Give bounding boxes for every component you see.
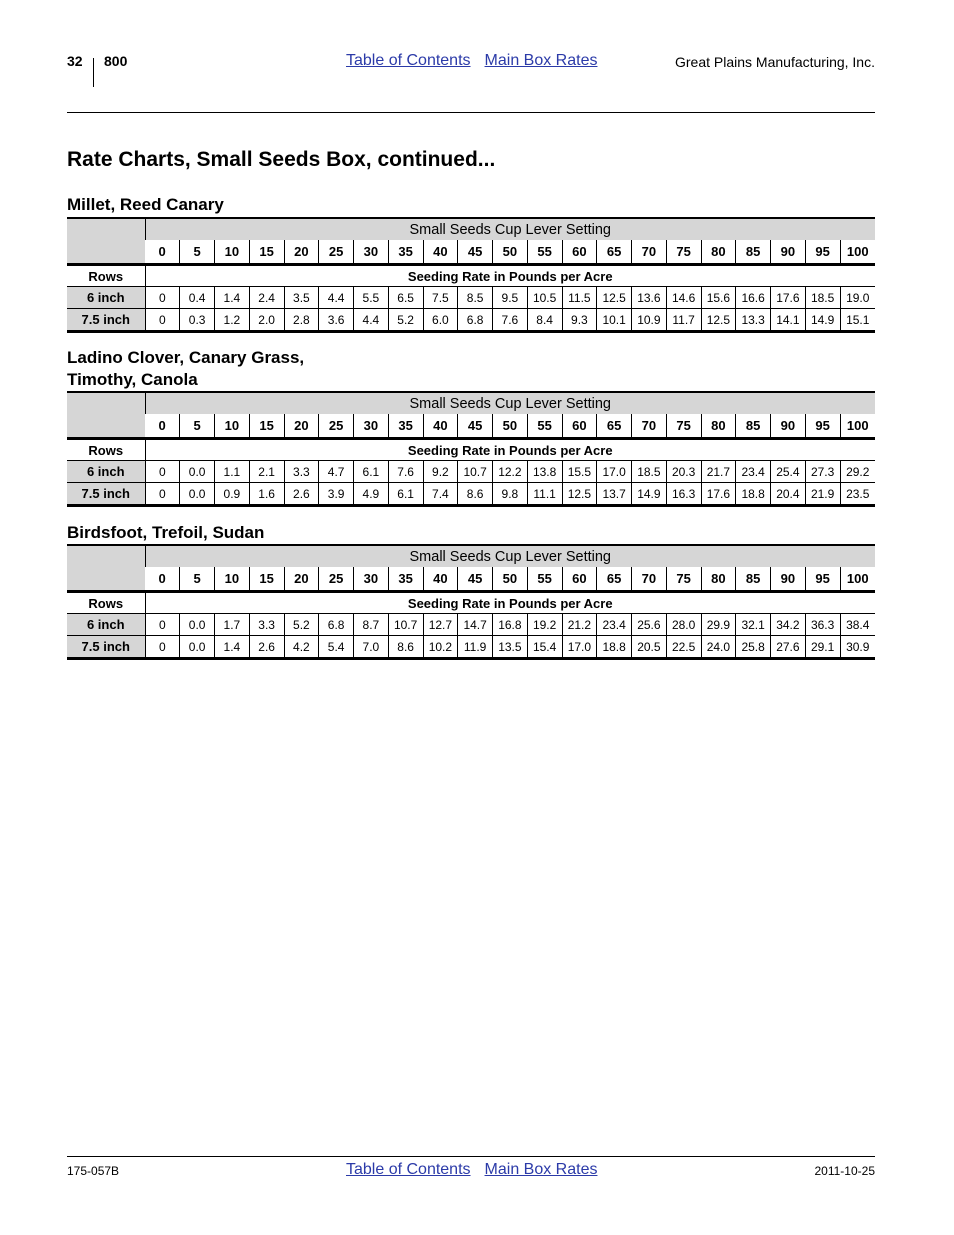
lever-setting-cell: 25: [319, 240, 354, 265]
footer-nav: [346, 1161, 597, 1179]
lever-setting-cell: 65: [597, 414, 632, 439]
lever-setting-cell: 80: [701, 240, 736, 265]
rate-value-cell: 10.2: [423, 636, 458, 659]
lever-setting-cell: 55: [527, 240, 562, 265]
rate-value-cell: 29.9: [701, 614, 736, 636]
page-header: [67, 50, 875, 90]
rate-value-cell: 5.5: [354, 287, 389, 309]
rate-value-cell: 11.5: [562, 287, 597, 309]
rate-value-cell: 8.6: [388, 636, 423, 659]
lever-setting-cell: 15: [249, 414, 284, 439]
row-spacing-label: 6 inch: [67, 287, 145, 309]
rate-value-cell: 10.9: [632, 309, 667, 332]
footer-toc-link[interactable]: Table of Contents: [346, 1161, 471, 1178]
rate-value-cell: 32.1: [736, 614, 771, 636]
lever-setting-cell: 95: [805, 414, 840, 439]
lever-setting-cell: 45: [458, 240, 493, 265]
lever-setting-cell: 10: [215, 567, 250, 592]
rate-value-cell: 2.8: [284, 309, 319, 332]
rate-value-cell: 1.2: [215, 309, 250, 332]
rate-value-cell: 2.1: [249, 461, 284, 483]
rate-value-cell: 18.5: [632, 461, 667, 483]
rate-value-cell: 4.9: [354, 483, 389, 506]
lever-setting-cell: 85: [736, 414, 771, 439]
lever-setting-cell: 55: [527, 567, 562, 592]
rate-value-cell: 10.7: [458, 461, 493, 483]
rate-value-cell: 15.1: [840, 309, 875, 332]
lever-setting-cell: 30: [354, 240, 389, 265]
lever-setting-cell: 40: [423, 414, 458, 439]
header-divider: [93, 58, 94, 87]
lever-setting-cell: 30: [354, 414, 389, 439]
table-corner-cell: [67, 392, 145, 439]
rate-value-cell: 9.8: [493, 483, 528, 506]
rate-value-cell: 4.4: [354, 309, 389, 332]
rate-value-cell: 8.5: [458, 287, 493, 309]
rate-value-cell: 36.3: [805, 614, 840, 636]
rate-value-cell: 12.5: [701, 309, 736, 332]
rate-value-cell: 21.7: [701, 461, 736, 483]
section-title-birdsfoot: [67, 522, 264, 544]
rate-value-cell: 11.9: [458, 636, 493, 659]
rate-value-cell: 7.6: [493, 309, 528, 332]
lever-setting-cell: 15: [249, 240, 284, 265]
rate-value-cell: 3.3: [249, 614, 284, 636]
lever-setting-cell: 35: [388, 414, 423, 439]
lever-setting-cell: 80: [701, 414, 736, 439]
rate-value-cell: 4.7: [319, 461, 354, 483]
table-row: [67, 461, 875, 483]
lever-setting-title: Small Seeds Cup Lever Setting: [145, 545, 875, 567]
rows-label: Rows: [67, 592, 145, 614]
lever-setting-cell: 0: [145, 414, 180, 439]
lever-setting-cell: 100: [840, 567, 875, 592]
section-title-line: Ladino Clover, Canary Grass,: [67, 348, 305, 367]
rate-value-cell: 7.4: [423, 483, 458, 506]
rate-value-cell: 16.8: [493, 614, 528, 636]
lever-setting-row: [67, 567, 875, 592]
lever-setting-cell: 60: [562, 414, 597, 439]
lever-setting-cell: 50: [493, 567, 528, 592]
rate-value-cell: 18.5: [805, 287, 840, 309]
lever-setting-cell: 45: [458, 567, 493, 592]
rate-value-cell: 7.0: [354, 636, 389, 659]
lever-setting-title: Small Seeds Cup Lever Setting: [145, 218, 875, 240]
lever-setting-cell: 70: [632, 414, 667, 439]
table-row: [67, 483, 875, 506]
lever-setting-cell: 50: [493, 240, 528, 265]
rate-value-cell: 2.6: [284, 483, 319, 506]
seeding-rate-label: Seeding Rate in Pounds per Acre: [145, 592, 875, 614]
table-row: [67, 614, 875, 636]
rate-value-cell: 14.9: [632, 483, 667, 506]
rate-value-cell: 0.9: [215, 483, 250, 506]
rate-value-cell: 16.3: [666, 483, 701, 506]
rate-value-cell: 11.1: [527, 483, 562, 506]
lever-setting-cell: 85: [736, 567, 771, 592]
lever-setting-cell: 70: [632, 240, 667, 265]
rate-value-cell: 27.6: [771, 636, 806, 659]
rate-value-cell: 21.9: [805, 483, 840, 506]
lever-setting-cell: 90: [771, 240, 806, 265]
rate-value-cell: 0.0: [180, 483, 215, 506]
rate-value-cell: 11.7: [666, 309, 701, 332]
lever-setting-cell: 5: [180, 240, 215, 265]
table-header-row: [67, 545, 875, 567]
rate-value-cell: 5.2: [388, 309, 423, 332]
header-toc-link[interactable]: Table of Contents: [346, 52, 471, 69]
lever-setting-cell: 0: [145, 567, 180, 592]
lever-setting-cell: 5: [180, 567, 215, 592]
rate-value-cell: 6.1: [354, 461, 389, 483]
rate-value-cell: 17.6: [701, 483, 736, 506]
footer-rule: [67, 1156, 875, 1157]
lever-setting-cell: 25: [319, 567, 354, 592]
rate-value-cell: 14.6: [666, 287, 701, 309]
lever-setting-cell: 75: [666, 414, 701, 439]
lever-setting-cell: 70: [632, 567, 667, 592]
lever-setting-cell: 20: [284, 414, 319, 439]
rate-value-cell: 7.6: [388, 461, 423, 483]
rate-value-cell: 22.5: [666, 636, 701, 659]
rate-value-cell: 18.8: [597, 636, 632, 659]
company-name: Great Plains Manufacturing, Inc.: [675, 54, 875, 70]
lever-setting-cell: 45: [458, 414, 493, 439]
lever-setting-cell: 75: [666, 240, 701, 265]
lever-setting-cell: 40: [423, 567, 458, 592]
rate-table-millet: [67, 217, 875, 333]
rate-value-cell: 30.9: [840, 636, 875, 659]
lever-setting-cell: 0: [145, 240, 180, 265]
rate-value-cell: 2.0: [249, 309, 284, 332]
rate-table-birdsfoot: [67, 544, 875, 660]
rate-value-cell: 0.4: [180, 287, 215, 309]
document-code: 175-057B: [67, 1164, 120, 1178]
rate-value-cell: 0: [145, 287, 180, 309]
lever-setting-cell: 90: [771, 567, 806, 592]
rate-value-cell: 0: [145, 636, 180, 659]
lever-setting-cell: 100: [840, 414, 875, 439]
rate-value-cell: 13.3: [736, 309, 771, 332]
header-rule: [67, 112, 875, 113]
rate-value-cell: 5.4: [319, 636, 354, 659]
rate-value-cell: 0.3: [180, 309, 215, 332]
lever-setting-row: [67, 414, 875, 439]
rate-value-cell: 25.4: [771, 461, 806, 483]
row-spacing-label: 6 inch: [67, 461, 145, 483]
lever-setting-cell: 85: [736, 240, 771, 265]
rate-value-cell: 12.5: [597, 287, 632, 309]
section-title-line: Millet, Reed Canary: [67, 195, 224, 214]
footer-main-box-rates-link[interactable]: Main Box Rates: [484, 1161, 598, 1178]
rate-value-cell: 17.0: [562, 636, 597, 659]
rate-value-cell: 2.6: [249, 636, 284, 659]
rate-value-cell: 9.2: [423, 461, 458, 483]
rate-value-cell: 9.5: [493, 287, 528, 309]
lever-setting-cell: 50: [493, 414, 528, 439]
lever-setting-cell: 20: [284, 567, 319, 592]
rate-value-cell: 21.2: [562, 614, 597, 636]
rate-value-cell: 25.8: [736, 636, 771, 659]
lever-setting-cell: 65: [597, 240, 632, 265]
rate-value-cell: 23.5: [840, 483, 875, 506]
rate-value-cell: 6.8: [319, 614, 354, 636]
rate-value-cell: 27.3: [805, 461, 840, 483]
rate-value-cell: 1.4: [215, 636, 250, 659]
rate-value-cell: 15.5: [562, 461, 597, 483]
rate-value-cell: 1.1: [215, 461, 250, 483]
lever-setting-cell: 100: [840, 240, 875, 265]
lever-setting-cell: 30: [354, 567, 389, 592]
rate-value-cell: 12.7: [423, 614, 458, 636]
rate-value-cell: 6.0: [423, 309, 458, 332]
rate-value-cell: 6.8: [458, 309, 493, 332]
lever-setting-row: [67, 240, 875, 265]
rate-value-cell: 13.6: [632, 287, 667, 309]
rate-value-cell: 10.1: [597, 309, 632, 332]
rate-value-cell: 12.2: [493, 461, 528, 483]
rows-label: Rows: [67, 265, 145, 287]
rate-value-cell: 20.4: [771, 483, 806, 506]
lever-setting-cell: 75: [666, 567, 701, 592]
rate-value-cell: 19.2: [527, 614, 562, 636]
rate-value-cell: 13.7: [597, 483, 632, 506]
lever-setting-cell: 10: [215, 414, 250, 439]
row-spacing-label: 7.5 inch: [67, 309, 145, 332]
rate-value-cell: 28.0: [666, 614, 701, 636]
rate-value-cell: 8.7: [354, 614, 389, 636]
rate-value-cell: 4.2: [284, 636, 319, 659]
rate-value-cell: 19.0: [840, 287, 875, 309]
rate-value-cell: 2.4: [249, 287, 284, 309]
lever-setting-cell: 35: [388, 567, 423, 592]
rate-value-cell: 1.7: [215, 614, 250, 636]
rate-value-cell: 23.4: [736, 461, 771, 483]
rate-table-ladino: [67, 391, 875, 507]
rate-value-cell: 20.5: [632, 636, 667, 659]
section-title-millet: [67, 194, 224, 216]
lever-setting-cell: 15: [249, 567, 284, 592]
lever-setting-cell: 10: [215, 240, 250, 265]
rate-value-cell: 15.6: [701, 287, 736, 309]
rate-value-cell: 8.4: [527, 309, 562, 332]
row-spacing-label: 7.5 inch: [67, 636, 145, 659]
header-main-box-rates-link[interactable]: Main Box Rates: [484, 52, 598, 69]
rate-value-cell: 5.2: [284, 614, 319, 636]
rate-value-cell: 23.4: [597, 614, 632, 636]
rate-value-cell: 13.5: [493, 636, 528, 659]
table-row: [67, 636, 875, 659]
rate-value-cell: 0.0: [180, 614, 215, 636]
page-number: 32: [67, 53, 83, 69]
rate-value-cell: 10.5: [527, 287, 562, 309]
document-date: 2011-10-25: [814, 1164, 875, 1178]
rate-value-cell: 3.9: [319, 483, 354, 506]
seeding-rate-label: Seeding Rate in Pounds per Acre: [145, 439, 875, 461]
lever-setting-cell: 60: [562, 567, 597, 592]
rate-value-cell: 14.7: [458, 614, 493, 636]
rate-value-cell: 17.0: [597, 461, 632, 483]
rate-value-cell: 18.8: [736, 483, 771, 506]
table-header-row: [67, 218, 875, 240]
table-row: [67, 287, 875, 309]
lever-setting-cell: 95: [805, 240, 840, 265]
rate-value-cell: 1.4: [215, 287, 250, 309]
rate-value-cell: 8.6: [458, 483, 493, 506]
seeding-rate-label: Seeding Rate in Pounds per Acre: [145, 265, 875, 287]
lever-setting-cell: 95: [805, 567, 840, 592]
rate-value-cell: 0: [145, 461, 180, 483]
rate-value-cell: 38.4: [840, 614, 875, 636]
lever-setting-cell: 20: [284, 240, 319, 265]
rows-label-row: [67, 592, 875, 614]
rate-value-cell: 3.5: [284, 287, 319, 309]
rate-value-cell: 17.6: [771, 287, 806, 309]
rate-value-cell: 13.8: [527, 461, 562, 483]
rate-value-cell: 20.3: [666, 461, 701, 483]
table-row: [67, 309, 875, 332]
section-title-line: Birdsfoot, Trefoil, Sudan: [67, 523, 265, 542]
rate-value-cell: 24.0: [701, 636, 736, 659]
lever-setting-cell: 40: [423, 240, 458, 265]
model-number: 800: [104, 53, 128, 69]
rate-value-cell: 34.2: [771, 614, 806, 636]
lever-setting-cell: 60: [562, 240, 597, 265]
lever-setting-cell: 35: [388, 240, 423, 265]
rate-value-cell: 0.0: [180, 461, 215, 483]
rate-value-cell: 1.6: [249, 483, 284, 506]
lever-setting-cell: 25: [319, 414, 354, 439]
rate-value-cell: 25.6: [632, 614, 667, 636]
rate-value-cell: 0: [145, 309, 180, 332]
rate-value-cell: 0.0: [180, 636, 215, 659]
rate-value-cell: 0: [145, 614, 180, 636]
header-nav: [346, 52, 597, 70]
section-title-line: Timothy, Canola: [67, 370, 198, 389]
rate-value-cell: 15.4: [527, 636, 562, 659]
row-spacing-label: 7.5 inch: [67, 483, 145, 506]
rate-value-cell: 12.5: [562, 483, 597, 506]
lever-setting-cell: 80: [701, 567, 736, 592]
rows-label-row: [67, 439, 875, 461]
rows-label: Rows: [67, 439, 145, 461]
rate-value-cell: 6.1: [388, 483, 423, 506]
table-header-row: [67, 392, 875, 414]
rows-label-row: [67, 265, 875, 287]
rate-value-cell: 0: [145, 483, 180, 506]
section-title-ladino: [67, 347, 304, 391]
table-corner-cell: [67, 218, 145, 265]
lever-setting-title: Small Seeds Cup Lever Setting: [145, 392, 875, 414]
table-corner-cell: [67, 545, 145, 592]
rate-value-cell: 6.5: [388, 287, 423, 309]
rate-value-cell: 16.6: [736, 287, 771, 309]
page-title: Rate Charts, Small Seeds Box, continued...: [67, 148, 496, 171]
lever-setting-cell: 55: [527, 414, 562, 439]
rate-value-cell: 14.1: [771, 309, 806, 332]
rate-value-cell: 7.5: [423, 287, 458, 309]
rate-value-cell: 9.3: [562, 309, 597, 332]
rate-value-cell: 29.2: [840, 461, 875, 483]
lever-setting-cell: 90: [771, 414, 806, 439]
lever-setting-cell: 5: [180, 414, 215, 439]
rate-value-cell: 14.9: [805, 309, 840, 332]
rate-value-cell: 10.7: [388, 614, 423, 636]
rate-value-cell: 29.1: [805, 636, 840, 659]
rate-value-cell: 3.6: [319, 309, 354, 332]
rate-value-cell: 4.4: [319, 287, 354, 309]
lever-setting-cell: 65: [597, 567, 632, 592]
rate-value-cell: 3.3: [284, 461, 319, 483]
row-spacing-label: 6 inch: [67, 614, 145, 636]
